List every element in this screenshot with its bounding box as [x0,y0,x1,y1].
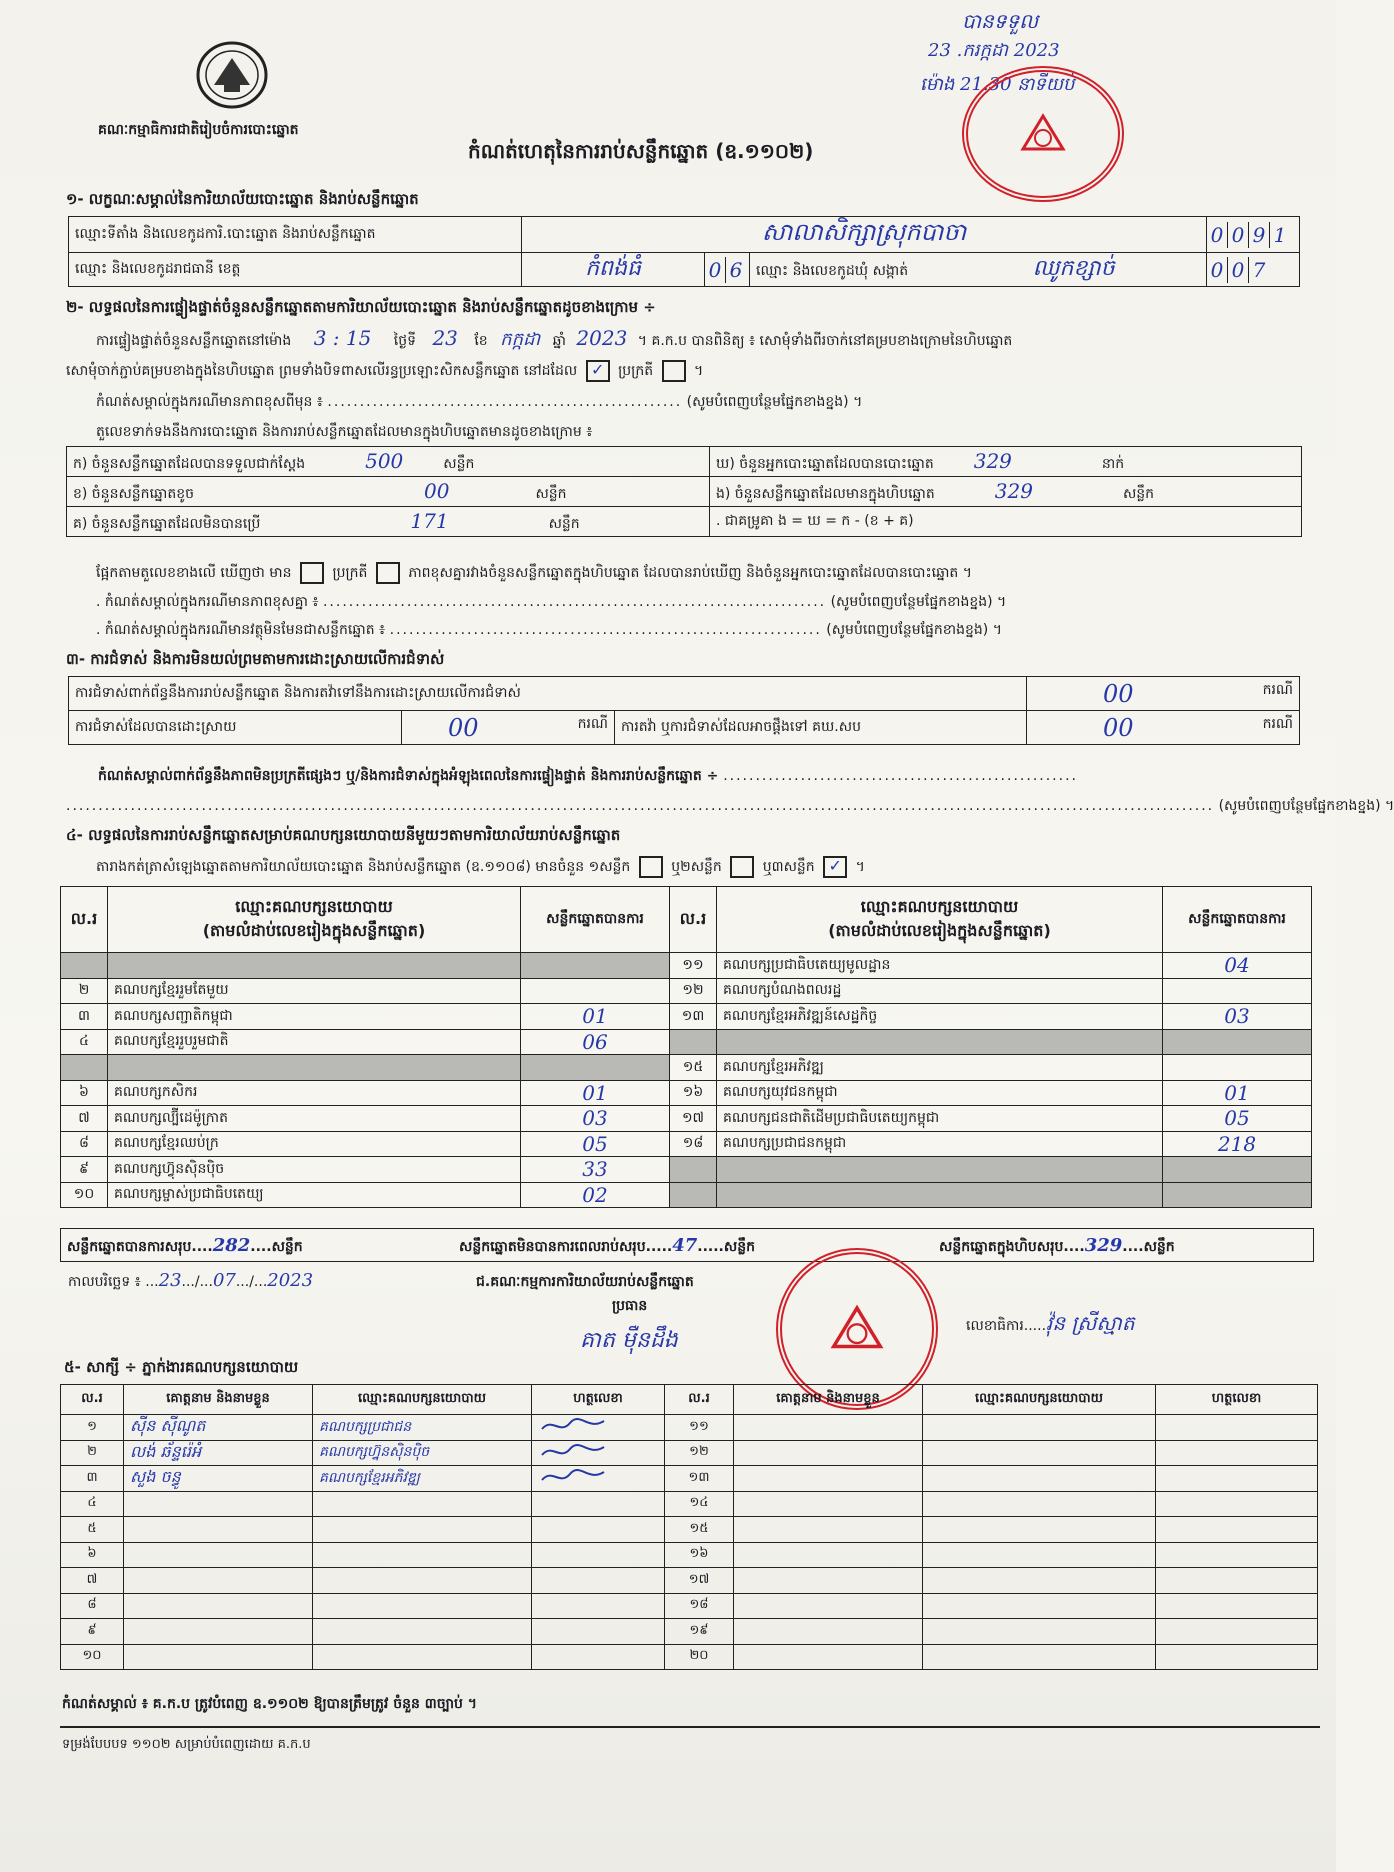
table-row [61,1542,1318,1568]
witness-cell [313,1491,532,1517]
w-col-sign-right: ហត្ថលេខា [1156,1385,1318,1415]
witness-cell: ៦ [61,1542,124,1568]
secretary-name: វ៉ុន ស្រីស្មាត [1046,1311,1135,1335]
witness-cell: ៣ [61,1466,124,1492]
form-title: កំណត់ហេតុនៃការរាប់សន្លឹកឆ្នោត (ឧ.១១០២) [468,139,814,163]
witness-empty-cell [532,1568,665,1594]
witness-empty-cell [532,1491,665,1517]
table-row [61,1568,1318,1594]
party-name-cell: គណបក្សយុវជនកម្ពុជា [717,1080,1163,1106]
province-code: 0 6 [705,253,750,287]
party-name-cell: គណបក្សជនជាតិដើមប្រជាធិបតេយ្យកម្ពុជា [717,1106,1163,1132]
party-name-cell: គណបក្សល្ប៊ីដេម៉ូក្រាត [108,1106,521,1132]
party-votes-cell: 03 [1163,1004,1312,1030]
station-name: សាលាសិក្សាស្រុកបាចា [522,217,1207,253]
party-no-cell: ៩ [61,1157,108,1183]
witness-empty-cell [532,1593,665,1619]
table-row [61,1029,1312,1055]
signature-mark [538,1441,608,1461]
witness-empty-cell [532,1619,665,1645]
witness-empty-cell [734,1568,923,1594]
witness-empty-cell [1156,1491,1318,1517]
objection-label: ការជំទាស់ពាក់ព័ន្ធនឹងការរាប់សន្លឹកឆ្នោត និងការតវ៉ាទៅនឹងការដោះស្រាយលើការជំទាស់ [69,677,1027,711]
w-col-party: ឈ្មោះគណបក្សនយោបាយ [313,1385,532,1415]
party-votes-cell [521,1055,670,1081]
party-name-cell: គណបក្សហ៊្វុនស៊ិនប៉ិច [108,1157,521,1183]
party-name-cell: គណបក្សខ្មែររួមតែមួយ [108,978,521,1004]
party-votes-cell [521,953,670,979]
witness-cell: ១៣ [665,1466,734,1492]
witness-cell [124,1491,313,1517]
party-votes-cell: 218 [1163,1131,1312,1157]
province-name: កំពង់ធំ [522,253,705,287]
witness-cell: ១៤ [665,1491,734,1517]
witness-cell [313,1644,532,1670]
witness-cell [124,1517,313,1543]
witness-cell [124,1568,313,1594]
table-row [61,953,1312,979]
witness-signature [532,1415,665,1441]
party-votes-cell: 05 [1163,1106,1312,1132]
row-kh: ខ) ចំនួនសន្លឹកឆ្នោតខូច 00 សន្លឹក [67,477,710,507]
col-party: ឈ្មោះគណបក្សនយោបាយ (តាមលំដាប់លេខរៀងក្នុងសន្លឹកឆ្នោត) [108,887,521,953]
witness-empty-cell [1156,1619,1318,1645]
table-row [61,978,1312,1004]
date-year: 2023 [267,1270,314,1291]
received-note-3: ម៉ោង 21.30 នាទីយប់ [920,74,1075,95]
party-name-cell: គណបក្សប្រជាជនកម្ពុជា [717,1131,1163,1157]
table-row [61,1491,1318,1517]
table-row [61,1182,1312,1208]
witness-empty-cell [1156,1440,1318,1466]
witness-cell: ១៧ [665,1568,734,1594]
verification-line: ការផ្ទៀងផ្ទាត់ចំនួនសន្លឹកឆ្នោតនៅម៉ោង 3 : 15 ថ្ងៃទី 23 ខែ កក្កដា ឆ្នាំ 2023 ។ គ.ក.ប បានពិនិត្យ ៖ សោមុំទាំងពីរចាក់នៅគម្របខាងក្រោមនៃហិបឆ្នោត [96,326,1013,350]
value-gh: 329 [973,448,1012,473]
witness-signature [532,1466,665,1492]
witness-cell: ១៥ [665,1517,734,1543]
diff-note: . កំណត់សម្គាល់ក្នុងករណីមានភាពខុសគ្នា ៖ .............................................................................. (សូមបំពេញបន្ថែមផ្នែកខាងខ្នង) ។ [96,594,1007,610]
party-votes-cell [1163,1182,1312,1208]
party-no-cell: ៧ [61,1106,108,1132]
witness-cell: ៤ [61,1491,124,1517]
witness-empty-cell [532,1644,665,1670]
witness-empty-cell [923,1542,1156,1568]
party-name-cell: គណបក្សខ្មែរអភិវឌ្ឍ [717,1055,1163,1081]
party-no-cell [670,1157,717,1183]
party-no-cell: ១៥ [670,1055,717,1081]
witness-empty-cell [734,1619,923,1645]
tally-2-checkbox[interactable] [730,856,754,878]
witness-empty-cell [923,1415,1156,1441]
party-votes-cell: 06 [521,1029,670,1055]
w-col-no: ល.រ [61,1385,124,1415]
section4-heading: ៤- លទ្ធផលនៃការរាប់សន្លឹកឆ្នោតសម្រាប់គណបក្សនយោបាយនីមួយៗតាមការិយាល័យរាប់សន្លឹកឆ្នោត [66,826,621,844]
witness-cell: គណបក្សហ្វ៊ុនស៊ិនប៉ិច [313,1440,532,1466]
witness-table [60,1384,1318,1670]
party-no-cell: ១២ [670,978,717,1004]
witness-empty-cell [1156,1644,1318,1670]
party-votes-cell: 01 [521,1080,670,1106]
witness-empty-cell [734,1440,923,1466]
chair-signature: គាត ម៉ឺនដឹង [580,1328,678,1353]
party-name-cell [717,1182,1163,1208]
witness-empty-cell [1156,1415,1318,1441]
verify-time: 3 : 15 [313,326,372,350]
party-votes-cell [1163,978,1312,1004]
appeal-value: 00 [1103,713,1134,742]
witness-empty-cell [734,1466,923,1492]
w-col-no-right: ល.រ [665,1385,734,1415]
party-no-cell [670,1029,717,1055]
witness-cell: លង់ ឆ័ន្ទរ៉េអំ [124,1440,313,1466]
party-votes-cell: 02 [521,1182,670,1208]
date-month: 07 [212,1270,236,1291]
party-no-cell: ១៦ [670,1080,717,1106]
witness-cell [124,1542,313,1568]
objection-value-cell: 00 ករណី [1027,677,1300,711]
objection-value: 00 [1103,679,1134,708]
tally-line: តារាងកត់ត្រាសំឡេងឆ្នោតតាមការិយាល័យបោះឆ្នោត និងរាប់សន្លឹកឆ្នោត (ឧ.១១០៨) មានចំនួន ១សន្លឹក ឬ២សន្លឹក ឬ៣សន្លឹក ✓ ។ [96,856,865,878]
row-k: ក) ចំនួនសន្លឹកឆ្នោតដែលបានទទួលជាក់ស្ដែង 500 សន្លឹក [67,447,710,477]
table-row [61,1415,1318,1441]
verify-month: កក្កដា [500,329,541,350]
witness-empty-cell [1156,1466,1318,1492]
party-no-cell [61,953,108,979]
w-col-party-right: ឈ្មោះគណបក្សនយោបាយ [923,1385,1156,1415]
witness-empty-cell [923,1491,1156,1517]
nec-emblem [194,40,270,110]
col-votes: សន្លឹកឆ្នោតបានការ [521,887,670,953]
party-name-cell: គណបក្សខ្មែររួបរួមជាតិ [108,1029,521,1055]
witness-empty-cell [923,1517,1156,1543]
seal-line: សោមុំចាក់ភ្ជាប់គម្របខាងក្នុងនៃហិបឆ្នោត ព្រមទាំងបិទពាសលើរន្ធប្រឡោះសិកសន្លឹកឆ្នោត នៅដដែល ✓ ប្រក្រតី ។ [66,360,703,382]
col-no-right: ល.រ [670,887,717,953]
station-code: 0 0 9 1 [1207,217,1300,253]
section2-heading: ២- លទ្ធផលនៃការផ្ទៀងផ្ទាត់ចំនួនសន្លឹកឆ្នោតតាមការិយាល័យបោះឆ្នោត និងរាប់សន្លឹកឆ្នោតដូចខាងក្រោម ÷ [66,298,656,316]
witness-cell [124,1619,313,1645]
commune-cell [750,253,1207,287]
received-note-1: បានទទួល [962,9,1039,33]
station-label: ឈ្មោះទីតាំង និងលេខកូដការិ.បោះឆ្នោត និងរាប់សន្លឹកឆ្នោត [69,217,522,253]
party-no-cell: ១៧ [670,1106,717,1132]
table-row [61,1131,1312,1157]
foreign-object-note: . កំណត់សម្គាល់ក្នុងករណីមានវត្ថុមិនមែនជាសន្លឹកឆ្នោត ៖ ................................................................... (សូមបំពេញបន្ថែមផ្នែកខាងខ្នង) ។ [96,622,1002,638]
witness-cell: ស៊ីន ស៊ីណូត [124,1415,313,1441]
party-name-cell [717,1157,1163,1183]
stamp-emblem-icon [822,1294,892,1364]
party-no-cell: ១០ [61,1182,108,1208]
normal-checkbox[interactable]: ✓ [586,360,610,382]
commune-label: ឈ្មោះ និងលេខកូដឃុំ សង្កាត់ [756,262,909,279]
commune-code: 0 0 7 [1207,253,1300,287]
witness-cell: ១៦ [665,1542,734,1568]
party-no-cell: ៤ [61,1029,108,1055]
value-ng: 329 [994,478,1033,503]
witness-empty-cell [923,1644,1156,1670]
table-row [61,1466,1318,1492]
secretary: លេខាធិការ.....វ៉ុន ស្រីស្មាត [966,1311,1135,1335]
witness-cell: ២០ [665,1644,734,1670]
section1-table [68,216,1300,287]
form-note: ទម្រង់បែបបទ ១១០២ សម្រាប់បំពេញដោយ គ.ក.ប [62,1737,311,1752]
witness-empty-cell [923,1619,1156,1645]
figures-intro: តួលេខទាក់ទងនឹងការបោះឆ្នោត និងការរាប់សន្លឹកឆ្នោតដែលមានក្នុងហិបឆ្នោតមានដូចខាងក្រោម ៖ [96,424,593,440]
witness-empty-cell [1156,1542,1318,1568]
witness-empty-cell [923,1440,1156,1466]
total-invalid-value: 47 [672,1235,698,1256]
party-votes-cell [521,978,670,1004]
party-name-cell [717,1029,1163,1055]
party-votes-cell [1163,1029,1312,1055]
total-box: សន្លឹកឆ្នោតក្នុងហិបសរុប....329....សន្លឹក [939,1235,1175,1256]
value-kh: 00 [424,478,450,503]
table-row [61,1157,1312,1183]
party-votes-cell: 05 [521,1131,670,1157]
party-no-cell: ១៨ [670,1131,717,1157]
party-name-cell [108,953,521,979]
witness-cell [313,1517,532,1543]
total-valid-value: 282 [212,1235,251,1256]
party-no-cell: ៨ [61,1131,108,1157]
resolved-value-cell: 00 ករណី [402,711,615,745]
commune-name: ឈូកខ្សាច់ [1032,255,1115,281]
col-party-right: ឈ្មោះគណបក្សនយោបាយ (តាមលំដាប់លេខរៀងក្នុងសន្លឹកឆ្នោត) [717,887,1163,953]
witness-empty-cell [923,1593,1156,1619]
witness-cell [313,1542,532,1568]
table-row [61,1644,1318,1670]
party-votes-cell: 01 [521,1004,670,1030]
party-no-cell: ១៣ [670,1004,717,1030]
witness-signature [532,1440,665,1466]
witness-empty-cell [1156,1593,1318,1619]
total-valid: សន្លឹកឆ្នោតបានការសរុប....282....សន្លឹក [67,1235,303,1256]
tally-1-checkbox[interactable] [639,856,663,878]
party-votes-cell: 03 [521,1106,670,1132]
party-votes-cell: 33 [521,1157,670,1183]
witness-cell: ៧ [61,1568,124,1594]
difference-checkbox[interactable] [376,562,400,584]
witness-empty-cell [923,1568,1156,1594]
committee-sign-label: ជ.គណៈកម្មការការិយាល័យរាប់សន្លឹកឆ្នោត [476,1274,694,1290]
table-row [61,1055,1312,1081]
witness-empty-cell [1156,1517,1318,1543]
signature-mark [538,1415,608,1435]
witness-cell [313,1568,532,1594]
witness-empty-cell [1156,1568,1318,1594]
witness-cell: ៨ [61,1593,124,1619]
witness-cell: ១១ [665,1415,734,1441]
total-box-value: 329 [1084,1235,1123,1256]
witness-cell [313,1619,532,1645]
province-label: ឈ្មោះ និងលេខកូដរាជធានី ខេត្ត [69,253,522,287]
witness-cell: សួង ចន្ធូ [124,1466,313,1492]
witness-empty-cell [734,1644,923,1670]
verify-year: 2023 [576,326,628,350]
objection-table [68,676,1300,745]
party-votes-cell: 04 [1163,953,1312,979]
party-votes-cell [1163,1157,1312,1183]
witness-cell: ៩ [61,1619,124,1645]
total-invalid: សន្លឹកឆ្នោតមិនបានការពេលរាប់សរុប.....47.....សន្លឹក [459,1235,755,1256]
official-stamp-top [962,66,1124,202]
irregular-fill-line: .................................................................................................................................................................................. (សូមបំពេញបន្ថែមផ្នែកខាងខ្នង) ។ [66,798,1394,814]
witness-empty-cell [923,1466,1156,1492]
w-col-sign: ហត្ថលេខា [532,1385,665,1415]
table-row [61,1080,1312,1106]
witness-cell [124,1644,313,1670]
party-name-cell: គណបក្សខ្មែរអភិវឌ្ឍន៍សេដ្ឋកិច្ច [717,1004,1163,1030]
diff-note-line: កំណត់សម្គាល់ក្នុងករណីមានភាពខុសពីមុន ៖ ....................................................... (សូមបំពេញបន្ថែមផ្នែកខាងខ្នង) ។ [96,394,863,410]
party-name-cell: គណបក្សសញ្ជាតិកម្ពុជា [108,1004,521,1030]
row-gh: ឃ) ចំនួនអ្នកបោះឆ្នោតដែលបានបោះឆ្នោត 329 នាក់ [710,447,1302,477]
irregular-note: កំណត់សម្គាល់ពាក់ព័ន្ធនឹងភាពមិនប្រក្រតីផ្សេងៗ ឬ/និងការជំទាស់ក្នុងអំឡុងពេលនៃការផ្ទៀងផ្ទាត់ និងការរាប់សន្លឹកឆ្នោត ÷ ....................................................... [98,768,1078,784]
witness-empty-cell [734,1491,923,1517]
table-row [61,1004,1312,1030]
party-no-cell: ៦ [61,1080,108,1106]
figures-table [66,446,1302,537]
table-row [61,1106,1312,1132]
witness-cell: ៥ [61,1517,124,1543]
chair-label: ប្រធាន [612,1298,648,1314]
party-name-cell [108,1055,521,1081]
abnormal-checkbox[interactable] [662,360,686,382]
appeal-label: ការតវ៉ា ឬការជំទាស់ដែលអាចផ្ដឹងទៅ គឃ.សប [615,711,1027,745]
witness-cell: ២ [61,1440,124,1466]
committee-name: គណៈកម្មាធិការជាតិរៀបចំការបោះឆ្នោត [98,122,299,138]
col-no: ល.រ [61,887,108,953]
balanced-checkbox[interactable] [300,562,324,584]
row-g: គ) ចំនួនសន្លឹកឆ្នោតដែលមិនបានប្រើ 171 សន្លឹក [67,507,710,537]
party-no-cell: ១១ [670,953,717,979]
date-day: 23 [158,1270,182,1291]
witness-cell: ១៨ [665,1593,734,1619]
resolved-label: ការជំទាស់ដែលបានដោះស្រាយ [69,711,402,745]
party-no-cell [61,1055,108,1081]
stamp-emblem-icon [1013,104,1073,164]
footnote: កំណត់សម្គាល់ ៖ គ.ក.ប ត្រូវបំពេញ ឧ.១១០២ ឱ្យបានត្រឹមត្រូវ ចំនួន ៣ច្បាប់ ។ [62,1696,477,1712]
value-k: 500 [365,448,404,473]
sign-date: កាលបរិច្ឆេទ ៖ ...23.../...07.../...2023 [68,1270,314,1291]
section5-heading: ៥- សាក្សី ÷ ភ្នាក់ងារគណបក្សនយោបាយ [64,1358,299,1376]
party-name-cell: គណបក្សកសិករ [108,1080,521,1106]
signature-mark [538,1466,608,1486]
party-name-cell: គណបក្សខ្មែរឈប់ក្រ [108,1131,521,1157]
witness-empty-cell [734,1542,923,1568]
tally-3-checkbox[interactable]: ✓ [823,856,847,878]
resolved-value: 00 [448,713,479,742]
nec-emblem-icon [194,40,270,110]
witness-cell: ១២ [665,1440,734,1466]
witness-cell [124,1593,313,1619]
party-name-cell: គណបក្សម្ចាស់ប្រជាធិបតេយ្យ [108,1182,521,1208]
witness-cell: ១០ [61,1644,124,1670]
w-col-name: គោត្តនាម និងនាមខ្លួន [124,1385,313,1415]
party-votes-cell [1163,1055,1312,1081]
table-row [61,1517,1318,1543]
table-row [61,1619,1318,1645]
section3-heading: ៣- ការជំទាស់ និងការមិនយល់ព្រមតាមការដោះស្រាយលើការជំទាស់ [66,650,445,668]
balance-check-line: ផ្អែកតាមតួលេខខាងលើ ឃើញថា មាន ប្រក្រតី ភាពខុសគ្នារវាងចំនួនសន្លឹកឆ្នោតក្នុងហិបឆ្នោត ដែលបានរាប់ឃើញ និងចំនួនអ្នកបោះឆ្នោតដែលបានបោះឆ្នោត ។ [96,562,972,584]
party-no-cell: ៣ [61,1004,108,1030]
col-votes-right: សន្លឹកឆ្នោតបានការ [1163,887,1312,953]
witness-cell [313,1593,532,1619]
totals-row [60,1228,1314,1262]
witness-empty-cell [532,1542,665,1568]
value-g: 171 [410,508,449,533]
party-no-cell [670,1182,717,1208]
table-row [61,1440,1318,1466]
verify-day: 23 [432,326,458,350]
section1-heading: ១- លក្ខណៈសម្គាល់នៃការិយាល័យបោះឆ្នោត និងរាប់សន្លឹកឆ្នោត [66,190,419,208]
party-votes-cell: 01 [1163,1080,1312,1106]
party-name-cell: គណបក្សបំណងពលរដ្ឋ [717,978,1163,1004]
party-results-table [60,886,1312,1208]
appeal-value-cell: 00 ករណី [1027,711,1300,745]
footer-rule [60,1726,1320,1728]
received-note-2: 23 .ករក្កដា 2023 [928,40,1060,61]
table-row [61,1593,1318,1619]
witness-cell: គណបក្សប្រជាជន [313,1415,532,1441]
witness-cell: ១៩ [665,1619,734,1645]
party-no-cell: ២ [61,978,108,1004]
row-ng: ង) ចំនួនសន្លឹកឆ្នោតដែលមានក្នុងហិបឆ្នោត 329 សន្លឹក [710,477,1302,507]
formula: . ជាគម្រូគា ង = ឃ = ក - (ខ + គ) [710,507,1302,537]
witness-empty-cell [734,1517,923,1543]
witness-empty-cell [734,1415,923,1441]
w-col-name-right: គោត្តនាម និងនាមខ្លួន [734,1385,923,1415]
witness-cell: គណបក្សខ្មែរអភិវឌ្ឍ [313,1466,532,1492]
witness-empty-cell [734,1593,923,1619]
party-name-cell: គណបក្សប្រជាធិបតេយ្យមូលដ្ឋាន [717,953,1163,979]
witness-cell: ១ [61,1415,124,1441]
witness-empty-cell [532,1517,665,1543]
